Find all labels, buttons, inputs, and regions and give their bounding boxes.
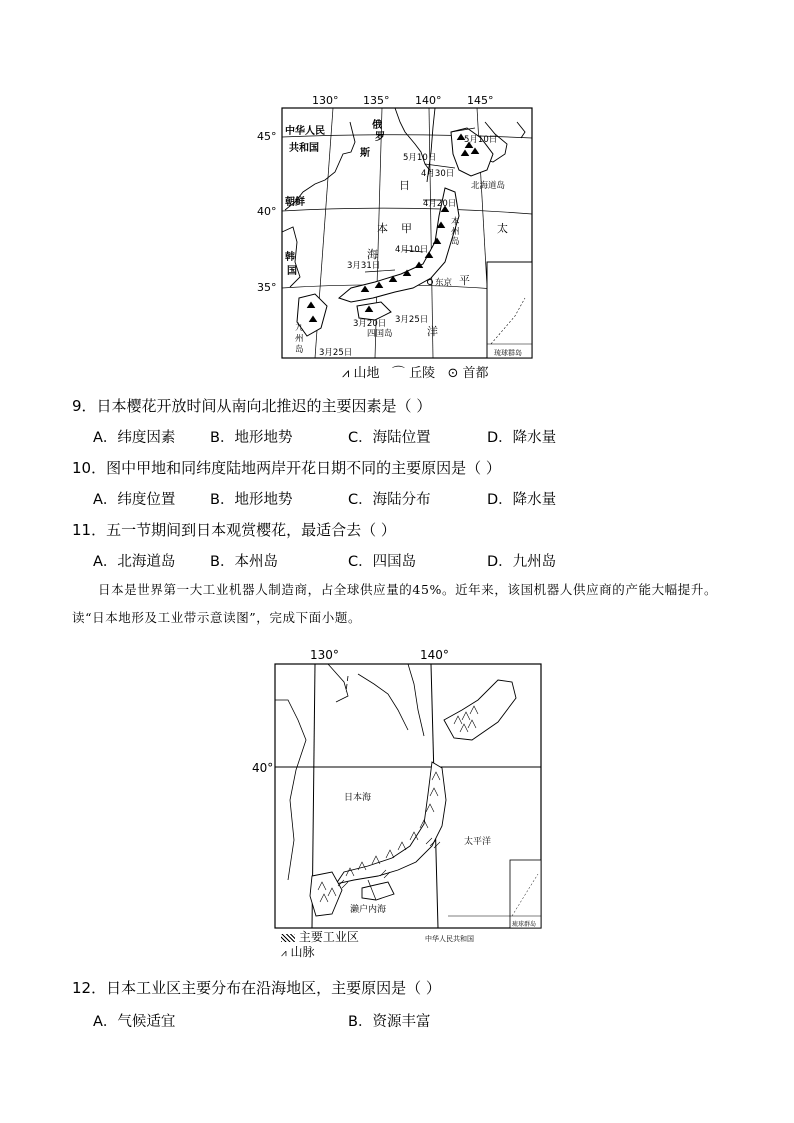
lon-label-135: 135°: [363, 94, 390, 107]
date-label: 3月25日: [319, 348, 353, 358]
label-kyushu-1: 九: [295, 323, 304, 333]
legend-hill: 丘陵: [409, 366, 436, 381]
date-label: 3月25日: [395, 315, 429, 325]
map2-label-inland-sea: 濑户内海: [350, 905, 387, 915]
map2-label-pacific: 太平洋: [464, 837, 492, 847]
label-honshu-1: 本: [451, 217, 460, 227]
industrial-zone-icon: [281, 934, 295, 942]
question-10: 10．图中甲地和同纬度陆地两岸开花日期不同的主要原因是（ ）: [72, 459, 501, 477]
date-label: 4月30日: [421, 169, 455, 179]
q11-option-c[interactable]: C．四国岛: [348, 554, 417, 570]
map2-legend: [281, 930, 359, 961]
label-japan-1: 日: [399, 179, 410, 192]
lat-label-45: 45°: [257, 130, 277, 143]
q9-option-b[interactable]: B．地形地势: [210, 430, 293, 446]
legend-mountain-range: 山脉: [290, 945, 315, 959]
map1-legend: [342, 362, 489, 381]
date-label: 5月10日: [464, 135, 498, 145]
q12-option-a[interactable]: A．气候适宜: [93, 1014, 176, 1030]
question-11: 11．五一节期间到日本观赏樱花，最适合去（ ）: [72, 521, 396, 539]
hill-icon: ⌒: [391, 366, 405, 381]
legend-capital: 首都: [462, 366, 489, 381]
label-korea-south-2: 国: [287, 266, 297, 277]
label-korea-north: 朝鲜: [285, 197, 305, 208]
label-russia-1: 俄: [372, 120, 382, 131]
date-label: 4月10日: [395, 245, 429, 255]
date-label: 3月31日: [347, 261, 381, 271]
mountain-range-icon: ⩘: [281, 948, 287, 959]
map2-lat-40: 40°: [252, 761, 274, 775]
lat-label-35: 35°: [257, 281, 277, 294]
label-sea: 海: [367, 248, 378, 261]
label-tokyo: 东京: [435, 278, 453, 288]
lon-label-130: 130°: [312, 94, 339, 107]
q9-option-c[interactable]: C．海陆位置: [348, 430, 431, 446]
capital-icon: ⊙: [447, 366, 459, 381]
label-russia-2: 罗: [375, 132, 385, 143]
lon-label-145: 145°: [467, 94, 494, 107]
label-shikoku: 四国岛: [367, 329, 393, 339]
q11-option-a[interactable]: A．北海道岛: [93, 554, 176, 570]
q10-option-c[interactable]: C．海陆分布: [348, 492, 431, 508]
label-honshu-2: 州: [451, 227, 460, 237]
date-label: 4月20日: [423, 199, 457, 209]
legend-industrial-zone: 主要工业区: [298, 930, 359, 944]
date-label: 3月20日: [353, 319, 387, 329]
cherry-blossom-map: [255, 92, 535, 362]
label-kyushu-2: 州: [295, 334, 304, 344]
label-hokkaido: 北海道岛: [471, 181, 506, 191]
q9-option-a[interactable]: A．纬度因素: [93, 430, 176, 446]
map2-lon-140: 140°: [420, 648, 449, 662]
label-china-1: 中华人民: [285, 126, 325, 137]
q10-option-d[interactable]: D．降水量: [487, 492, 557, 508]
label-ryukyu: 琉球群岛: [494, 349, 522, 357]
q10-option-b[interactable]: B．地形地势: [210, 492, 293, 508]
q11-option-b[interactable]: B．本州岛: [210, 554, 278, 570]
map1-ryukyu-inset: [487, 262, 532, 358]
label-pacific-3: 洋: [427, 325, 438, 338]
question-12: 12．日本工业区主要分布在沿海地区，主要原因是（ ）: [72, 979, 441, 997]
map2-label-ryukyu: 琉球群岛: [512, 921, 537, 928]
industry-map: [248, 640, 548, 940]
lat-label-40: 40°: [257, 205, 277, 218]
lon-label-140: 140°: [415, 94, 442, 107]
question-9: 9．日本樱花开放时间从南向北推迟的主要因素是（ ）: [72, 397, 432, 415]
label-pacific-2: 平: [459, 274, 470, 287]
passage: 日本是世界第一大工业机器人制造商，占全球供应量的45%。近年来，该国机器人供应商的产能大幅提升。读“日本地形及工业带示意读图”，完成下面小题。: [72, 582, 718, 625]
label-pacific-1: 太: [497, 222, 508, 235]
q9-option-d[interactable]: D．降水量: [487, 430, 557, 446]
q10-option-a[interactable]: A．纬度位置: [93, 492, 176, 508]
label-korea-south-1: 韩: [285, 252, 295, 263]
q11-option-d[interactable]: D．九州岛: [487, 554, 557, 570]
date-label: 5月10日: [403, 153, 437, 163]
label-japan-2: 本: [377, 222, 388, 235]
label-kyushu-3: 岛: [295, 345, 304, 355]
label-jia: 甲: [401, 222, 412, 235]
mountain-icon: ⩘: [342, 366, 350, 381]
label-honshu-3: 岛: [451, 237, 460, 247]
label-china-2: 共和国: [289, 143, 319, 154]
legend-mountain: 山地: [353, 366, 380, 381]
map2-lon-130: 130°: [310, 648, 339, 662]
q12-option-b[interactable]: B．资源丰富: [348, 1014, 431, 1030]
map2-label-china: 中华人民共和国: [425, 935, 474, 943]
map2-label-sea-of-japan: 日本海: [344, 793, 372, 803]
label-russia-3: 斯: [360, 148, 370, 159]
